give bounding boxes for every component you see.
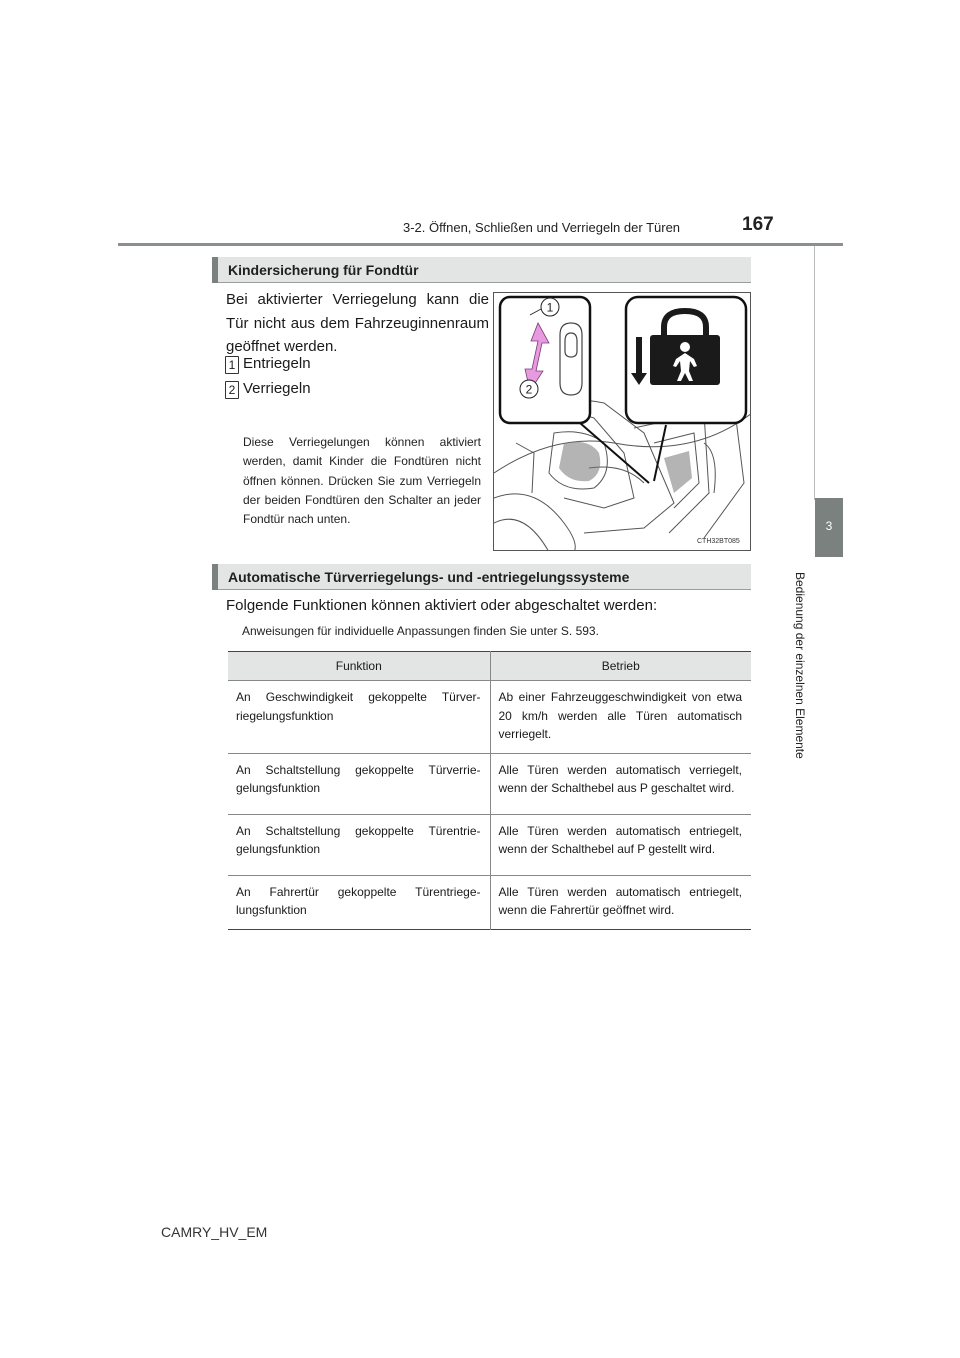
page-number: 167 xyxy=(742,214,774,235)
table-header-row xyxy=(228,652,751,681)
svg-text:1: 1 xyxy=(546,300,554,315)
child-lock-intro: Bei aktivierter Verriegelung kann die Tür nicht aus dem Fahrzeuginnenraum geöffnet werden. xyxy=(226,291,489,355)
table-cell-operation: Alle Türen werden automatisch entriegelt, wenn die Fahrertür geöffnet wird. xyxy=(490,875,751,929)
auto-lock-note: Anweisungen für individuelle Anpassungen finden Sie unter S. 593. xyxy=(242,624,599,638)
section-heading-auto-lock xyxy=(212,564,751,590)
section-heading-text: Kindersicherung für Fondtür xyxy=(228,262,419,278)
section-heading-child-lock xyxy=(212,257,751,283)
item-number-badge: 2 xyxy=(225,381,239,399)
table-header-function: Funktion xyxy=(228,652,490,681)
table-cell-function: An Geschwindigkeit gekoppelte Türverriegelungsfunktion xyxy=(228,681,490,754)
section-heading-text: Automatische Türverriegelungs- und -entriegelungssysteme xyxy=(228,569,630,585)
table-cell-operation: Alle Türen werden automatisch entriegelt, wenn der Schalthebel auf P gestellt wird. xyxy=(490,814,751,875)
figure-id: CTH32BT085 xyxy=(697,538,740,545)
lock-switch-icon xyxy=(560,323,582,395)
item-label-unlock: Entriegeln xyxy=(243,355,311,372)
side-divider xyxy=(814,246,815,500)
table-row xyxy=(228,681,751,754)
table-row xyxy=(228,753,751,814)
item-number-badge: 1 xyxy=(225,356,239,374)
function-table xyxy=(228,651,751,930)
chapter-title: 3-2. Öffnen, Schließen und Verriegeln der Türen xyxy=(403,220,681,235)
model-code: CAMRY_HV_EM xyxy=(161,1224,268,1240)
child-lock-note: Diese Verriegelungen können aktiviert werden, damit Kinder die Fondtüren nicht öffnen können. Drücken Sie zum Verriegeln der beiden Fondtüren den Schalter an jeder Fondtür nach unten. xyxy=(243,435,481,527)
table-cell-operation: Alle Türen werden automatisch verriegelt, wenn der Schalthebel aus P geschaltet wird. xyxy=(490,753,751,814)
table-row xyxy=(228,875,751,929)
auto-lock-paragraph: Folgende Funktionen können aktiviert oder abgeschaltet werden: xyxy=(226,597,658,614)
door-illustration-svg xyxy=(494,293,751,551)
svg-text:2: 2 xyxy=(525,382,533,397)
child-lock-illustration xyxy=(493,292,751,551)
item-label-lock: Verriegeln xyxy=(243,380,311,397)
header-divider xyxy=(118,243,843,246)
table-cell-function: An Schaltstellung gekoppelte Türentriegelungsfunktion xyxy=(228,814,490,875)
chapter-tab-number: 3 xyxy=(825,519,833,533)
callout-2 xyxy=(520,380,538,398)
table-row xyxy=(228,814,751,875)
table-header-operation: Betrieb xyxy=(490,652,751,681)
table-cell-function: An Fahrertür gekoppelte Türentriegelungsfunktion xyxy=(236,884,481,918)
table-cell-operation: Ab einer Fahrzeuggeschwindigkeit von etwa 20 km/h werden alle Türen automatisch verriegelt. xyxy=(490,681,751,754)
table-cell-function: An Schaltstellung gekoppelte Türverriegelungsfunktion xyxy=(228,753,490,814)
chapter-tab-label xyxy=(790,572,810,772)
chapter-tab-label-text: Bedienung der einzelnen Elemente xyxy=(793,572,807,759)
